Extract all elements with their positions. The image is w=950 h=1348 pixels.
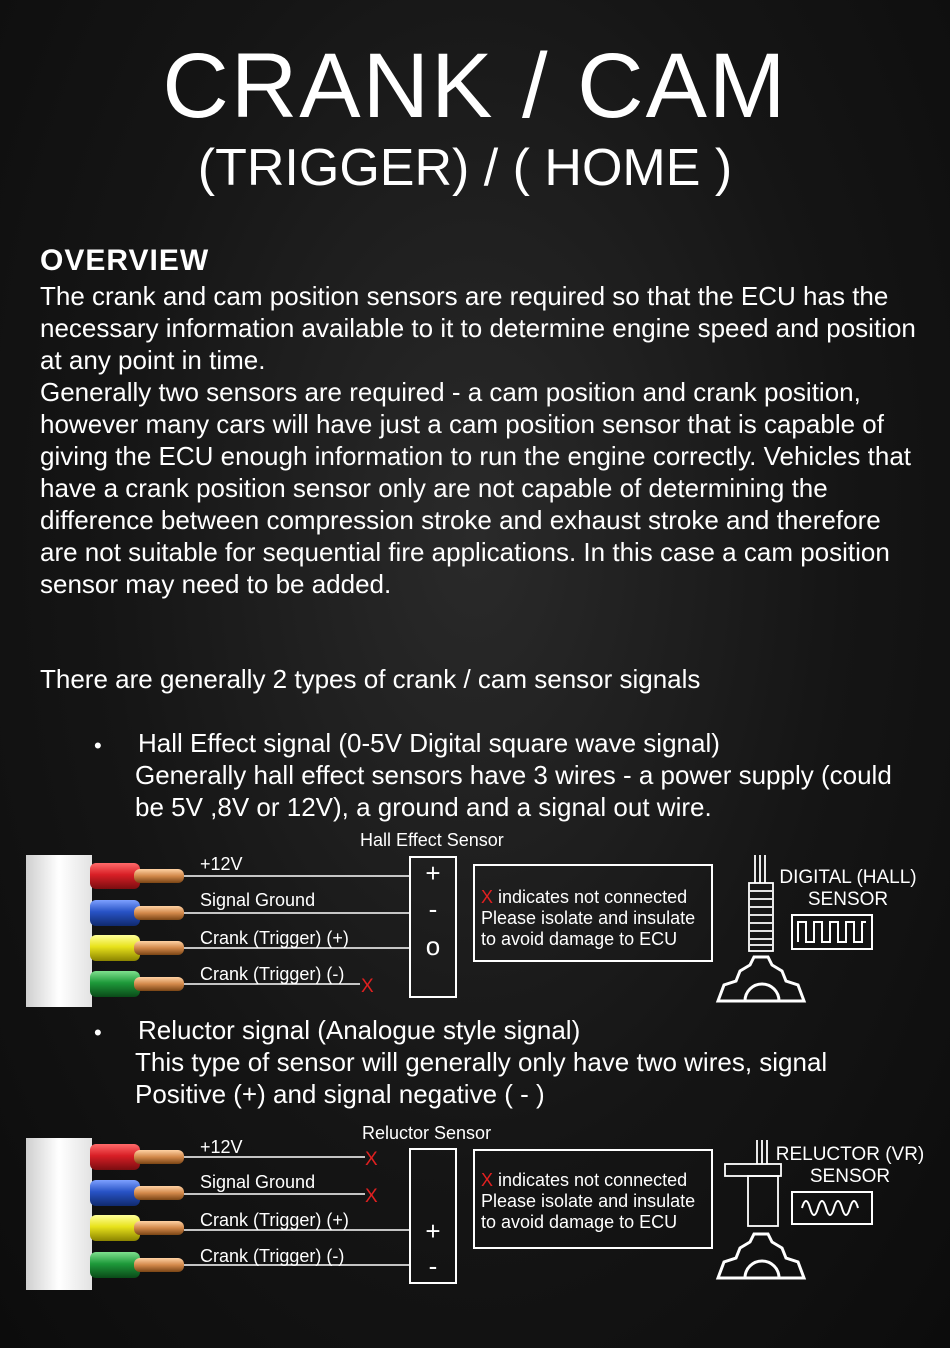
note-x: X: [481, 1170, 494, 1190]
page-subtitle: (TRIGGER) / ( HOME ): [197, 139, 733, 197]
wire-label-signal-ground: Signal Ground: [200, 1172, 316, 1192]
terminal-minus: -: [428, 1251, 438, 1281]
reluctor-sensor-label: Reluctor Sensor: [362, 1123, 492, 1143]
wire-label-crank-positive: Crank (Trigger) (+): [200, 1210, 349, 1230]
reluctor-wiring-diagram: [0, 1112, 950, 1302]
hall-sensor-label: Hall Effect Sensor: [360, 830, 504, 850]
square-wave-icon: [792, 915, 872, 949]
hall-wiring-diagram: [0, 825, 950, 1015]
sensor-type-line-2: SENSOR: [809, 1166, 891, 1187]
wire-red: [90, 863, 184, 889]
not-connected-x: X: [365, 1149, 378, 1170]
reluctor-sensor-icon: [725, 1140, 781, 1226]
overview-paragraph-1: The crank and cam position sensors are required so that the ECU has the necessary information available to it to determine engine speed and position at any point in time.: [40, 281, 916, 375]
wire-label-12v: +12V: [200, 1137, 243, 1157]
terminal-plus: +: [425, 1216, 441, 1246]
overview-paragraph-2: Generally two sensors are required - a cam position and crank position, however many cars will have just a cam position sensor that is capable of giving the ECU enough information to run the engine correctly. Vehicles that have a crank position sensor only are not capable of determining the difference between compression stroke and exhaust stroke and therefore are not suitable for sequential fire applications. In this case a cam position sensor may need to be added.: [40, 377, 912, 599]
wire-label-crank-negative: Crank (Trigger) (-): [200, 1246, 345, 1266]
hall-bullet-body: Generally hall effect sensors have 3 wires - a power supply (could be 5V ,8V or 12V), a ground and a signal out wire.: [135, 760, 892, 822]
sine-wave-icon: [792, 1192, 872, 1224]
hall-sensor-icon: [749, 855, 773, 951]
note-line-3: to avoid damage to ECU: [481, 1212, 678, 1232]
wire-green: [90, 971, 184, 997]
terminal-minus: -: [428, 894, 438, 924]
cable-sheath: [26, 1138, 92, 1290]
note-line-1: indicates not connected: [498, 887, 688, 907]
wire-label-signal-ground: Signal Ground: [200, 890, 316, 910]
sensor-type-line-1: DIGITAL (HALL): [779, 867, 917, 888]
reluctor-bullet-body: This type of sensor will generally only have two wires, signal Positive (+) and signal negative ( - ): [135, 1047, 828, 1109]
not-connected-x: X: [365, 1186, 378, 1207]
note-x: X: [481, 887, 494, 907]
terminal-signal: o: [425, 931, 441, 961]
wire-label-crank-positive: Crank (Trigger) (+): [200, 928, 349, 948]
wire-label-12v: +12V: [200, 854, 243, 874]
not-connected-x: X: [361, 976, 374, 997]
terminal-plus: +: [425, 858, 441, 888]
wire-yellow: [90, 935, 184, 961]
note-line-1: indicates not connected: [498, 1170, 688, 1190]
note-line-2: Please isolate and insulate: [481, 1191, 696, 1211]
wire-yellow: [90, 1215, 184, 1241]
wire-blue: [90, 900, 184, 926]
trigger-wheel-icon: [718, 1234, 804, 1278]
overview-paragraph-3: There are generally 2 types of crank / cam sensor signals: [40, 664, 701, 694]
wire-blue: [90, 1180, 184, 1206]
wire-red: [90, 1144, 184, 1170]
page-title: CRANK / CAM: [162, 35, 788, 137]
sensor-type-line-2: SENSOR: [807, 889, 889, 910]
hall-bullet-title: Hall Effect signal (0-5V Digital square wave signal): [138, 728, 720, 758]
cable-sheath: [26, 855, 92, 1007]
bullet-marker: •: [94, 1020, 102, 1045]
wire-green: [90, 1252, 184, 1278]
note-line-2: Please isolate and insulate: [481, 908, 696, 928]
sensor-type-line-1: RELUCTOR (VR): [775, 1144, 925, 1165]
trigger-wheel-icon: [718, 957, 804, 1001]
note-line-3: to avoid damage to ECU: [481, 929, 678, 949]
bullet-marker: •: [94, 733, 102, 758]
wire-label-crank-negative: Crank (Trigger) (-): [200, 964, 345, 984]
overview-heading: OVERVIEW: [40, 244, 210, 277]
reluctor-bullet-title: Reluctor signal (Analogue style signal): [138, 1015, 581, 1045]
